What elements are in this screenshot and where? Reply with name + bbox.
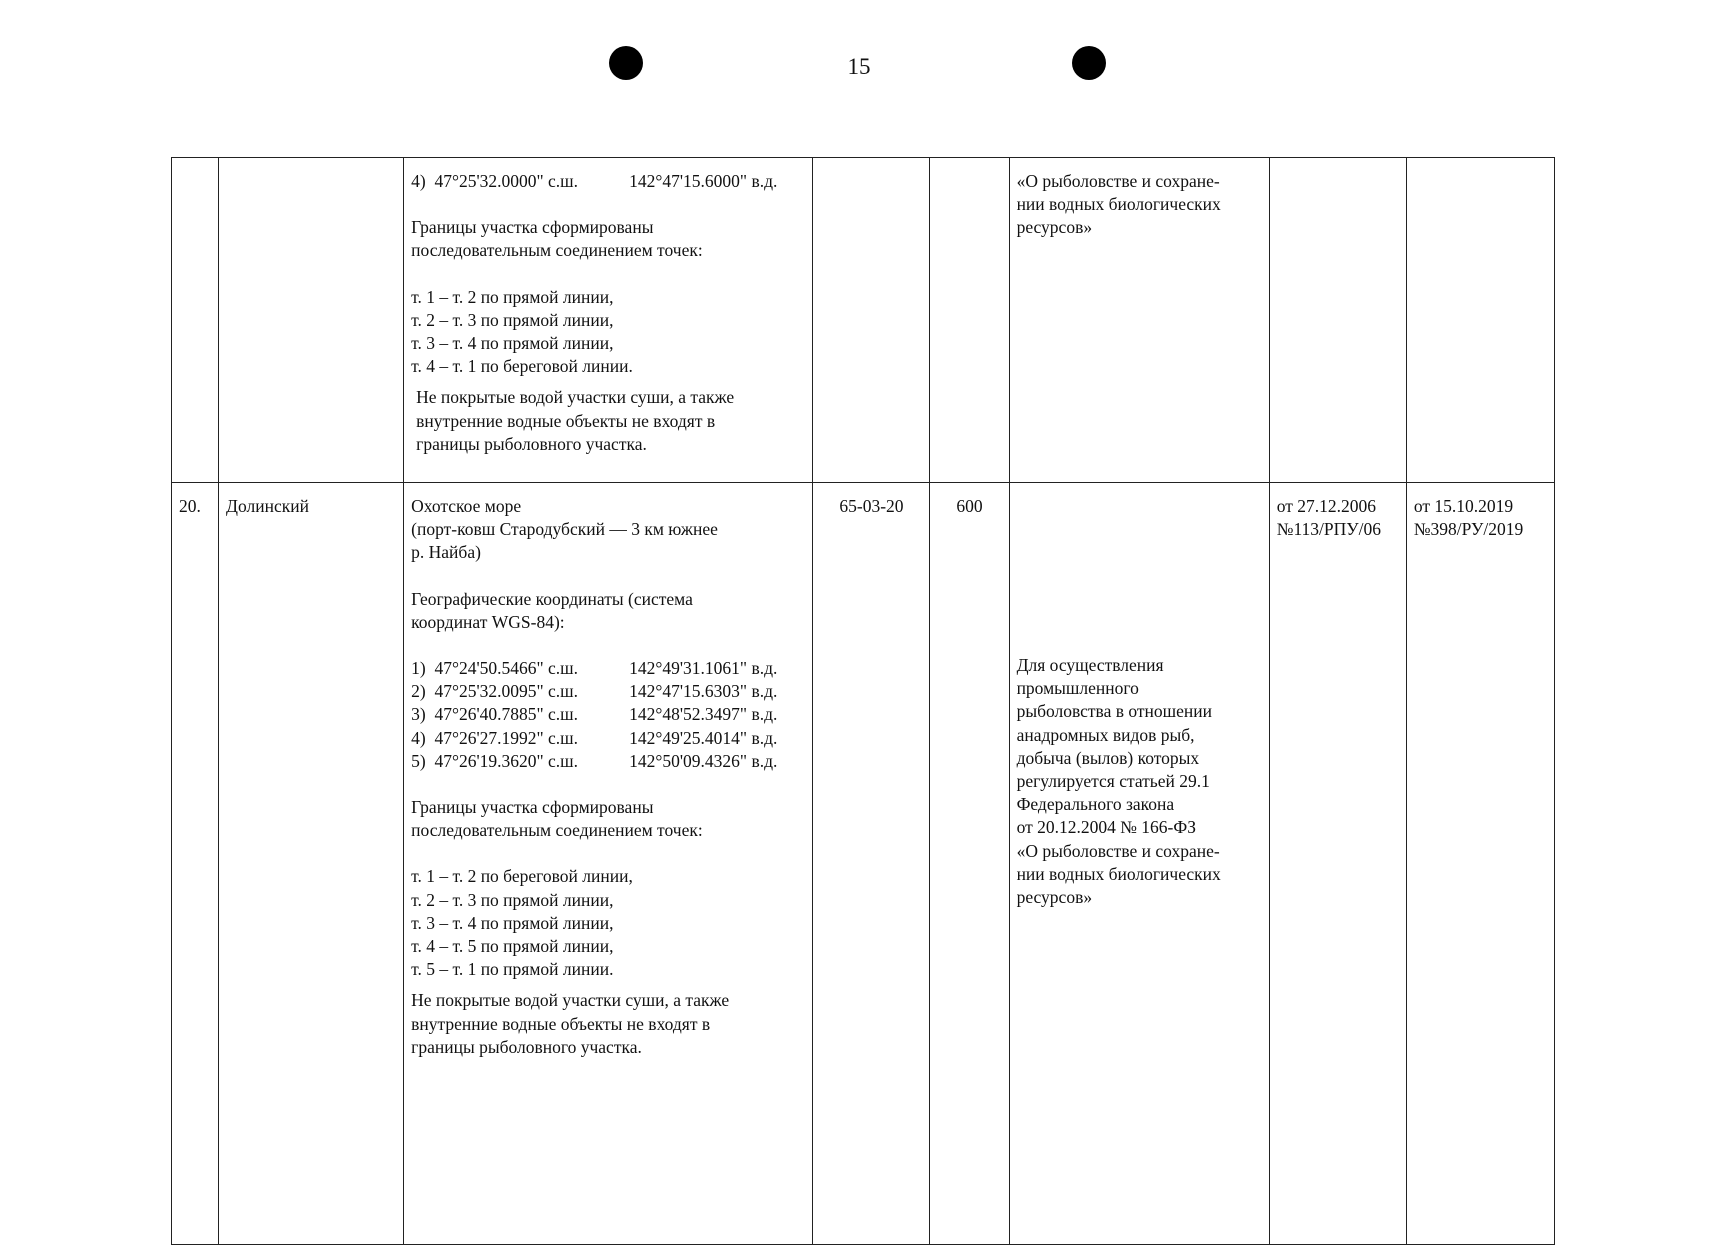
boundary-intro bbox=[411, 216, 806, 262]
text-line: внутренние водные объекты не входят в bbox=[416, 410, 716, 431]
coordinate-point bbox=[411, 680, 806, 703]
cell-date-1 bbox=[1269, 158, 1406, 483]
coordinate-list bbox=[411, 170, 806, 193]
text-line: последовательным соединением точек: bbox=[411, 820, 703, 841]
cell-name: Долинский bbox=[219, 483, 404, 1245]
coordinate-latitude: 2) 47°25'32.0095" с.ш. bbox=[411, 681, 579, 702]
cell-code: 65-03-20 bbox=[813, 483, 929, 1245]
boundary-intro bbox=[411, 796, 806, 842]
cell-date-2 bbox=[1406, 483, 1554, 1245]
text-line: т. 2 – т. 3 по прямой линии, bbox=[411, 889, 614, 910]
text-line: т. 2 – т. 3 по прямой линии, bbox=[411, 309, 614, 330]
text-line: нии водных биологических bbox=[1016, 194, 1221, 215]
coordinate-point bbox=[411, 750, 806, 773]
boundary-lines bbox=[411, 865, 806, 981]
cell-date-2 bbox=[1406, 158, 1554, 483]
text-line: т. 3 – т. 4 по прямой линии, bbox=[411, 912, 614, 933]
text-line: Границы участка сформированы bbox=[411, 797, 654, 818]
text-line: Не покрытые водой участки суши, а также bbox=[416, 387, 735, 408]
text-line: т. 3 – т. 4 по прямой линии, bbox=[411, 333, 614, 354]
text-line: «О рыболовстве и сохране- bbox=[1016, 171, 1220, 191]
coordinate-longitude: 142°50'09.4326" в.д. bbox=[629, 750, 778, 771]
coordinate-point bbox=[411, 657, 806, 680]
text-line: добыча (вылов) которых bbox=[1016, 747, 1200, 768]
fishing-areas-table bbox=[171, 157, 1555, 1245]
cell-number bbox=[172, 158, 219, 483]
text-line: «О рыболовстве и сохране- bbox=[1016, 840, 1220, 861]
coordinate-latitude: 4) 47°25'32.0000" с.ш. bbox=[411, 171, 579, 191]
coordinates-intro bbox=[411, 588, 806, 634]
note-text bbox=[411, 386, 806, 456]
text-line: внутренние водные объекты не входят в bbox=[411, 1013, 711, 1034]
cell-area bbox=[929, 158, 1009, 483]
text-line: т. 1 – т. 2 по береговой линии, bbox=[411, 866, 633, 887]
text-line: т. 4 – т. 1 по береговой линии. bbox=[411, 356, 633, 377]
coordinate-longitude: 142°49'25.4014" в.д. bbox=[629, 727, 778, 748]
text-line: Границы участка сформированы bbox=[411, 217, 654, 238]
text-line: №113/РПУ/06 bbox=[1276, 519, 1382, 540]
coordinate-point bbox=[411, 727, 806, 750]
cell-purpose bbox=[1009, 483, 1269, 1245]
text-line: Географические координаты (система bbox=[411, 588, 693, 609]
text-line: р. Найба) bbox=[411, 542, 481, 563]
cell-description bbox=[404, 158, 813, 483]
text-line: т. 5 – т. 1 по прямой линии. bbox=[411, 959, 614, 980]
text-line: Не покрытые водой участки суши, а также bbox=[411, 990, 730, 1011]
cell-name bbox=[219, 158, 404, 483]
coordinate-point bbox=[411, 703, 806, 726]
text-line: координат WGS-84): bbox=[411, 611, 565, 632]
page-number: 15 bbox=[847, 54, 871, 79]
text-line: промышленного bbox=[1016, 678, 1139, 699]
text-line: т. 4 – т. 5 по прямой линии, bbox=[411, 936, 614, 957]
table-row bbox=[172, 158, 1555, 483]
text-line: границы рыболовного участка. bbox=[416, 433, 647, 454]
boundary-lines bbox=[411, 286, 806, 379]
table-row bbox=[172, 483, 1555, 1245]
text-line: Для осуществления bbox=[1016, 655, 1164, 675]
text-line: ресурсов» bbox=[1016, 887, 1093, 908]
cell-number: 20. bbox=[172, 483, 219, 1245]
text-line: Федерального закона bbox=[1016, 794, 1175, 815]
coordinate-point bbox=[411, 170, 806, 193]
coordinate-longitude: 142°49'31.1061" в.д. bbox=[629, 658, 778, 679]
text-line: от 20.12.2004 № 166-ФЗ bbox=[1016, 817, 1196, 838]
cell-description bbox=[404, 483, 813, 1245]
text-line: ресурсов» bbox=[1016, 217, 1093, 238]
coordinate-longitude: 142°47'15.6303" в.д. bbox=[629, 681, 778, 702]
coordinate-list bbox=[411, 657, 806, 773]
location-text bbox=[411, 495, 806, 565]
cell-code bbox=[813, 158, 929, 483]
text-line: (порт-ковш Стародубский — 3 км южнее bbox=[411, 519, 718, 540]
note-text bbox=[411, 989, 806, 1059]
text-line: последовательным соединением точек: bbox=[411, 240, 703, 261]
coordinate-latitude: 1) 47°24'50.5466" с.ш. bbox=[411, 658, 579, 679]
text-line: от 27.12.2006 bbox=[1276, 496, 1377, 516]
coordinate-latitude: 3) 47°26'40.7885" с.ш. bbox=[411, 704, 579, 725]
text-line: №398/РУ/2019 bbox=[1413, 519, 1524, 540]
cell-date-1 bbox=[1269, 483, 1406, 1245]
coordinate-latitude: 4) 47°26'27.1992" с.ш. bbox=[411, 727, 579, 748]
text-line: регулируется статьей 29.1 bbox=[1016, 771, 1210, 792]
text-line: анадромных видов рыб, bbox=[1016, 724, 1195, 745]
cell-area: 600 bbox=[929, 483, 1009, 1245]
cell-purpose bbox=[1009, 158, 1269, 483]
text-line: рыболовства в отношении bbox=[1016, 701, 1212, 722]
text-line: нии водных биологических bbox=[1016, 863, 1221, 884]
coordinate-latitude: 5) 47°26'19.3620" с.ш. bbox=[411, 750, 579, 771]
coordinate-longitude: 142°47'15.6000" в.д. bbox=[629, 171, 778, 191]
coordinate-longitude: 142°48'52.3497" в.д. bbox=[629, 704, 778, 725]
text-line: Охотское море bbox=[411, 496, 522, 516]
text-line: т. 1 – т. 2 по прямой линии, bbox=[411, 286, 614, 307]
text-line: границы рыболовного участка. bbox=[411, 1036, 642, 1057]
text-line: от 15.10.2019 bbox=[1413, 496, 1514, 516]
